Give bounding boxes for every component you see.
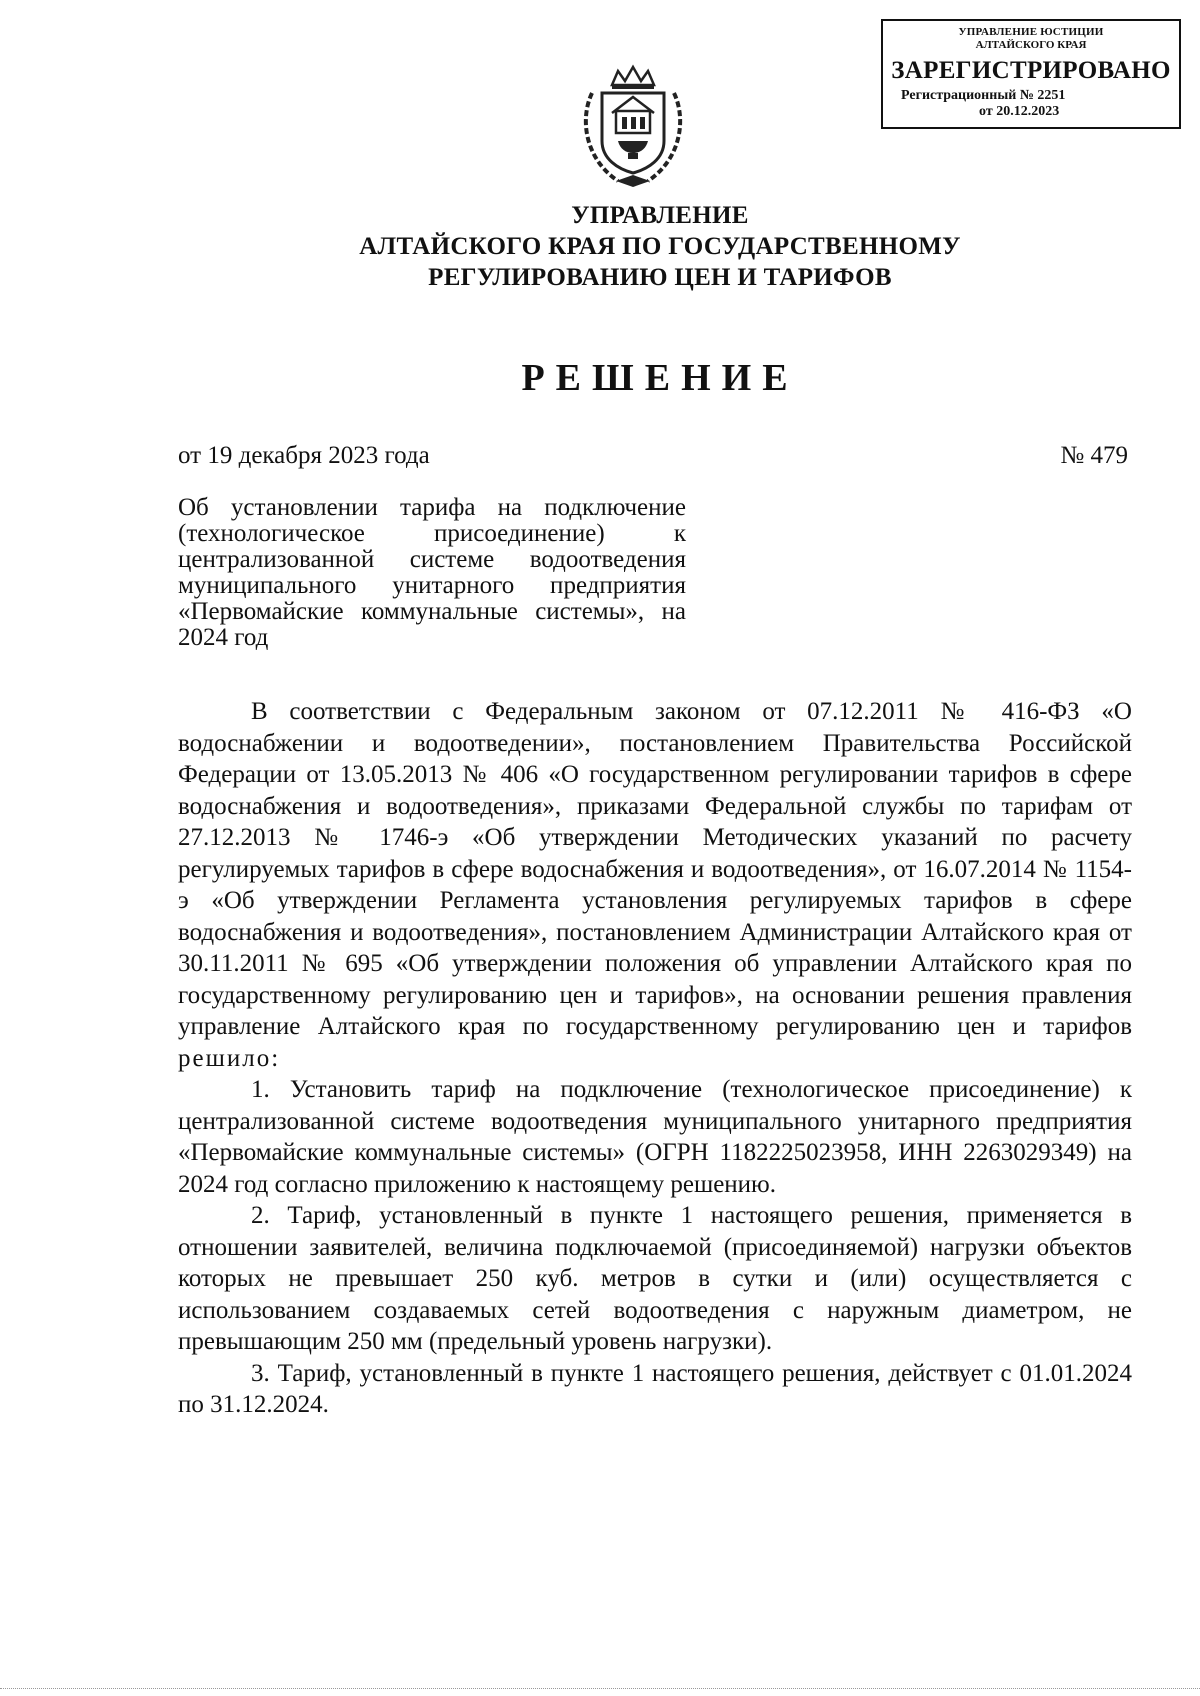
stamp-authority-line1: УПРАВЛЕНИЕ ЮСТИЦИИ	[958, 26, 1104, 38]
registration-stamp	[881, 19, 1181, 129]
issuing-authority	[200, 200, 1120, 293]
document-number: № 479	[1060, 442, 1128, 469]
stamp-reg-date: от 20.12.2023	[979, 104, 1060, 119]
org-line2: АЛТАЙСКОГО КРАЯ ПО ГОСУДАРСТВЕННОМУ	[359, 233, 961, 260]
resolved-word: решило:	[178, 1044, 281, 1072]
preamble-paragraph	[178, 696, 1132, 1074]
item-1-paragraph: 1. Установить тариф на подключение (технологическое присоединение) к централизованной системе водоотведения муниципального унитарного предприятия «Первомайские коммунальные системы» (ОГРН 1182225023958, ИНН 2263029349) на 2024 год согласно приложению к настоящему решению.	[178, 1076, 1132, 1198]
preamble-text: В соответствии с Федеральным законом от 07.12.2011 № 416-ФЗ «О водоснабжении и водоотведении», постановлением Правительства Российской Федерации от 13.05.2013 № 406 «О государственном регулировании тарифов в сфере водоснабжения и водоотведения», приказами Федеральной службы по тарифам от 27.12.2013 № 1746-э «Об утверждении Методических указаний по расчету регулируемых тарифов в сфере водоснабжения и водоотведения», от 16.07.2014 № 1154-э «Об утверждении Регламента установления регулируемых тарифов в сфере водоснабжения и водоотведения», постановлением Администрации Алтайского края от 30.11.2011 № 695 «Об утверждении положения об управлении Алтайского края по государственному регулированию цен и тарифов», на основании решения правления управление Алтайского края по государственному регулированию цен и тарифов	[178, 698, 1132, 1040]
document-type: РЕШЕНИЕ	[521, 357, 799, 399]
document-body	[178, 696, 1132, 1421]
item-2-paragraph: 2. Тариф, установленный в пункте 1 настоящего решения, применяется в отношении заявителей, величина подключаемой (присоединяемой) нагрузки объектов которых не превышает 250 куб. метров в сутки и (или) осуществляется с использованием создаваемых сетей водоотведения с наружным диаметром, не превышающим 250 мм (предельный уровень нагрузки).	[178, 1202, 1132, 1355]
page-bottom-edge	[0, 1688, 1200, 1689]
stamp-authority-line2: АЛТАЙСКОГО КРАЯ	[975, 39, 1087, 51]
org-line3: РЕГУЛИРОВАНИЮ ЦЕН И ТАРИФОВ	[428, 264, 892, 291]
item-3-paragraph: 3. Тариф, установленный в пункте 1 настоящего решения, действует с 01.01.2024 по 31.12.2024.	[178, 1359, 1132, 1418]
stamp-reg-number: Регистрационный № 2251	[901, 88, 1066, 103]
document-date: от 19 декабря 2023 года	[178, 442, 430, 469]
altai-krai-coat-of-arms-icon	[578, 63, 688, 189]
org-line1: УПРАВЛЕНИЕ	[571, 202, 749, 229]
document-subject: Об установлении тарифа на подключение (технологическое присоединение) к централизованной системе водоотведения муниципального унитарного предприятия «Первомайские коммунальные системы», на 2024 год	[178, 494, 686, 651]
stamp-status: ЗАРЕГИСТРИРОВАНО	[891, 57, 1171, 84]
